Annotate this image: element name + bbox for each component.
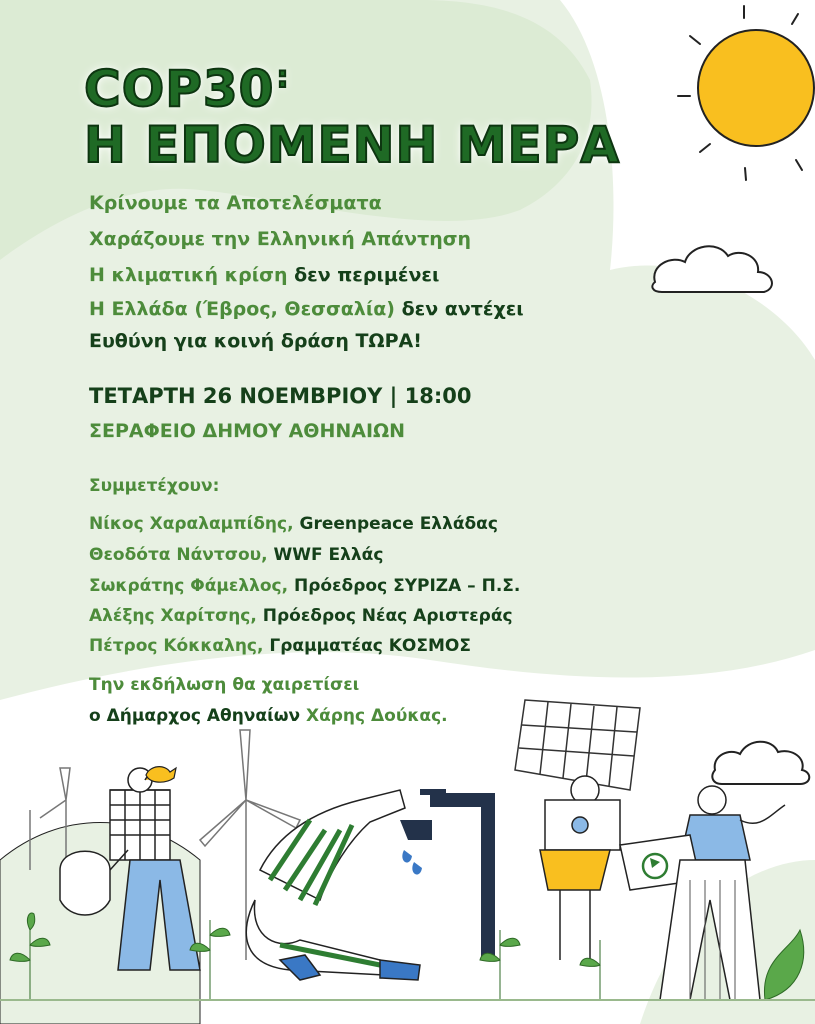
speaker-name: Πέτρος Κόκκαλης, bbox=[89, 636, 270, 656]
speaker-row bbox=[89, 545, 383, 565]
sun-icon bbox=[678, 6, 814, 180]
participants-label: Συμμετέχουν: bbox=[89, 476, 220, 496]
event-date: ΤΕΤΑΡΤΗ 26 ΝΟΕΜΒΡΙΟΥ | 18:00 bbox=[89, 384, 472, 408]
person-striped bbox=[246, 790, 420, 980]
greeting-line-2 bbox=[89, 706, 448, 726]
person-panel bbox=[540, 776, 620, 960]
cloud-icon-2 bbox=[712, 742, 809, 784]
intro-emphasis: δεν αντέχει bbox=[401, 298, 524, 320]
greeting-prefix: ο bbox=[89, 706, 107, 726]
intro-line-5 bbox=[89, 330, 422, 352]
speaker-row bbox=[89, 576, 520, 596]
greeting-line-1: Την εκδήλωση θα χαιρετίσει bbox=[89, 675, 360, 695]
title-line-2: Η ΕΠΟΜΕΝΗ ΜΕΡΑ bbox=[84, 116, 621, 174]
speaker-role: Γραμματέας ΚΟΣΜΟΣ bbox=[269, 636, 471, 656]
intro-emphasis: Ευθύνη για κοινή δράση ΤΩΡΑ! bbox=[89, 330, 422, 352]
water-tap-icon bbox=[400, 792, 488, 960]
title-colon: : bbox=[276, 60, 290, 95]
title-line-1 bbox=[84, 60, 289, 118]
intro-text: Η Ελλάδα (Έβρος, Θεσσαλία) bbox=[89, 298, 402, 320]
speaker-role: Greenpeace Ελλάδας bbox=[299, 514, 498, 534]
speaker-row bbox=[89, 514, 498, 534]
intro-emphasis: δεν περιμένει bbox=[294, 264, 440, 286]
event-venue: ΣΕΡΑΦΕΙΟ ΔΗΜΟΥ ΑΘΗΝΑΙΩΝ bbox=[89, 420, 406, 442]
greeting-title: Δήμαρχος Αθηναίων bbox=[106, 706, 301, 726]
intro-text: Η κλιματική κρίση bbox=[89, 264, 295, 286]
intro-line-2 bbox=[89, 228, 471, 250]
solar-panel-icon bbox=[515, 700, 640, 790]
title-cop: COP30 bbox=[84, 60, 275, 118]
intro-line-1 bbox=[89, 192, 382, 214]
bird-icon bbox=[146, 767, 176, 783]
speaker-row bbox=[89, 636, 471, 656]
speaker-name: Αλέξης Χαρίτσης, bbox=[89, 606, 263, 626]
intro-line-4 bbox=[89, 298, 524, 320]
greeting-name: Χάρης Δούκας. bbox=[300, 706, 448, 726]
speaker-role: Πρόεδρος ΣΥΡΙΖΑ – Π.Σ. bbox=[294, 576, 521, 596]
cloud-icon bbox=[652, 246, 772, 292]
speaker-name: Νίκος Χαραλαμπίδης, bbox=[89, 514, 300, 534]
intro-text: Χαράζουμε την Ελληνική Απάντηση bbox=[89, 228, 472, 250]
speaker-role: Πρόεδρος Νέας Αριστεράς bbox=[262, 606, 513, 626]
intro-text: Κρίνουμε τα Αποτελέσματα bbox=[89, 192, 382, 214]
speaker-role: WWF Ελλάς bbox=[273, 545, 384, 565]
speaker-row bbox=[89, 606, 513, 626]
speaker-name: Σωκράτης Φάμελλος, bbox=[89, 576, 295, 596]
intro-line-3 bbox=[89, 264, 439, 286]
speaker-name: Θεοδότα Νάντσου, bbox=[89, 545, 274, 565]
